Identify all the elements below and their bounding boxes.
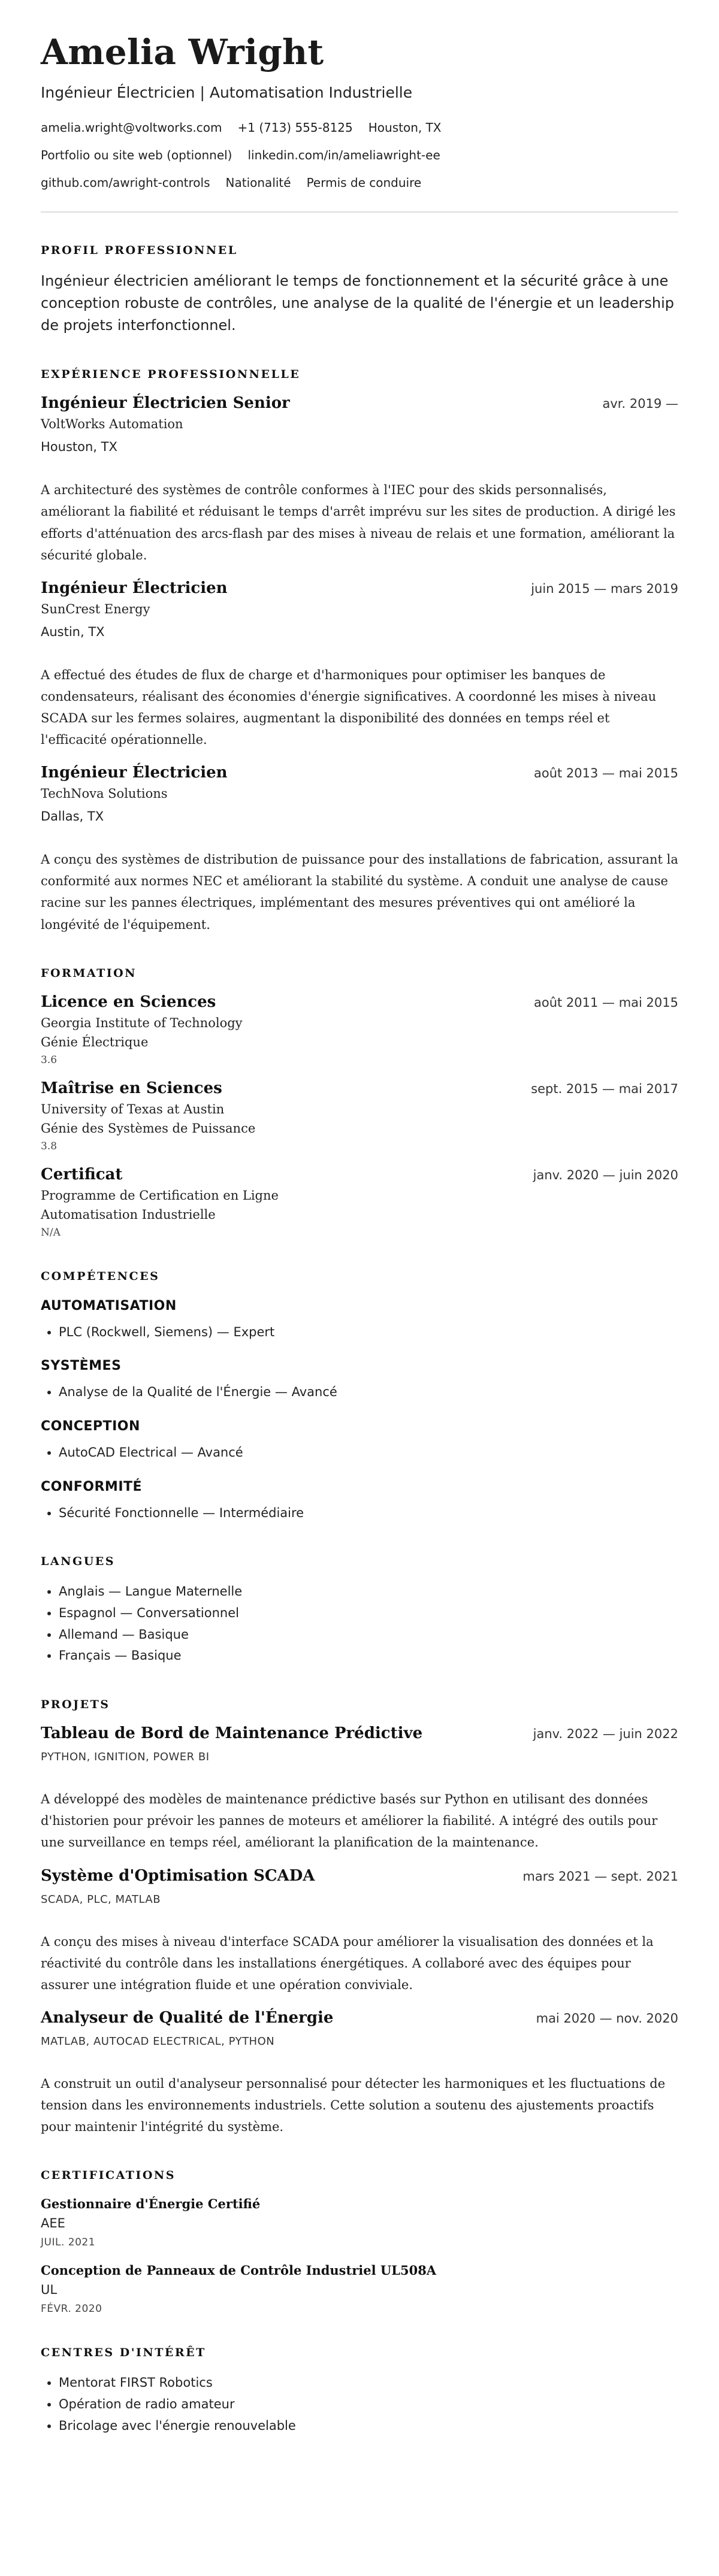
certification-date: JUIL. 2021 — [41, 2236, 96, 2249]
education-entry — [41, 1166, 678, 1239]
job-dates: août 2013 — mai 2015 — [533, 766, 678, 781]
candidate-headline: Ingénieur Électricien | Automatisation Industrielle — [41, 83, 413, 101]
experience-entry — [41, 394, 678, 565]
school-name: Georgia Institute of Technology — [41, 1015, 243, 1030]
contact-nationality: Nationalité — [225, 175, 291, 190]
job-dates: juin 2015 — mars 2019 — [531, 581, 678, 596]
degree-field: Génie Électrique — [41, 1034, 149, 1049]
project-description: A construit un outil d'analyseur personnalisé pour détecter les harmoniques et les fluctuations de tension dans les environnements industriels. Cette solution a soutenu des ajustements proactifs pour maintenir l'intégrité du système. — [41, 2076, 666, 2135]
certification-issuer: UL — [41, 2283, 58, 2297]
skill-list — [41, 1382, 678, 1403]
job-title: Ingénieur Électricien Senior — [41, 394, 290, 413]
certification-name: Gestionnaire d'Énergie Certifié — [41, 2196, 261, 2212]
education-entry — [41, 993, 678, 1066]
job-description: A architecturé des systèmes de contrôle conformes à l'IEC pour des skids personnalisés, améliorant la fiabilité et réduisant le temps d'arrêt imprévu sur les sites de production. A dirigé les efforts d'atténuation des arcs-flash par des mises à niveau de relais et une formation, améliorant la sécurité globale. — [41, 483, 676, 562]
degree-field: Automatisation Industrielle — [41, 1207, 216, 1222]
skill-list — [41, 1442, 678, 1464]
interest-list — [41, 2372, 678, 2436]
candidate-name: Amelia Wright — [41, 32, 324, 72]
project-description: A conçu des mises à niveau d'interface SCADA pour améliorer la visualisation des données et la réactivité du contrôle dans les installations énergétiques. A collaboré avec des équipes pour assurer une intégration fluide et une opération conviviale. — [41, 1934, 654, 1992]
degree-dates: sept. 2015 — mai 2017 — [531, 1081, 678, 1096]
skill-item: • Sécurité Fonctionnelle — Intermédiaire — [59, 1503, 678, 1524]
project-description: A développé des modèles de maintenance prédictive basés sur Python en utilisant des données d'historien pour prévoir les pannes de moteurs et améliorer la fiabilité. A intégré des outils pour une surveillance en temps réel, améliorant la planification de la maintenance. — [41, 1792, 658, 1850]
interest-item: • Mentorat FIRST Robotics — [59, 2372, 678, 2394]
summary-text: Ingénieur électricien améliorant le temps de fonctionnement et la sécurité grâce à une conception robuste de contrôles, une analyse de la qualité de l'énergie et un leadership de projets interfonctionnel. — [41, 272, 675, 334]
degree-title: Maîtrise en Sciences — [41, 1079, 222, 1097]
job-company: TechNova Solutions — [41, 786, 168, 801]
job-location: Houston, TX — [41, 440, 117, 455]
degree-dates: août 2011 — mai 2015 — [533, 995, 678, 1010]
interest-item: • Bricolage avec l'énergie renouvelable — [59, 2415, 678, 2437]
project-dates: mai 2020 — nov. 2020 — [536, 2011, 678, 2026]
job-title: Ingénieur Électricien — [41, 764, 228, 782]
contact-linkedin[interactable]: linkedin.com/in/ameliawright-ee — [247, 147, 440, 162]
job-company: VoltWorks Automation — [41, 417, 183, 432]
certification-entry — [41, 2196, 678, 2248]
school-name: University of Texas at Austin — [41, 1101, 225, 1116]
certification-date: FÉVR. 2020 — [41, 2303, 102, 2315]
degree-score: 3.8 — [41, 1140, 58, 1152]
job-title: Ingénieur Électricien — [41, 579, 228, 597]
contact-line-3 — [41, 175, 678, 190]
degree-dates: janv. 2020 — juin 2020 — [533, 1167, 678, 1182]
contact-portfolio[interactable]: Portfolio ou site web (optionnel) — [41, 147, 232, 162]
skill-item: • AutoCAD Electrical — Avancé — [59, 1442, 678, 1464]
section-title-projects: PROJETS — [41, 1698, 110, 1712]
job-description: A conçu des systèmes de distribution de puissance pour des installations de fabrication, assurant la conformité aux normes NEC et améliorant la stabilité du système. A conduit une analyse de cause racine sur les pannes électriques, implémentant des mesures préventives qui ont amélioré la longévité de l'équipement. — [41, 852, 678, 932]
section-title-education: FORMATION — [41, 966, 137, 980]
degree-title: Certificat — [41, 1165, 123, 1183]
certification-issuer: AEE — [41, 2216, 65, 2231]
project-tech: SCADA, PLC, MATLAB — [41, 1893, 161, 1906]
skill-category: SYSTÈMES — [41, 1358, 122, 1374]
degree-field: Génie des Systèmes de Puissance — [41, 1121, 256, 1136]
education-entry — [41, 1079, 678, 1152]
header-divider — [41, 211, 678, 213]
project-dates: janv. 2022 — juin 2022 — [533, 1727, 678, 1742]
section-title-languages: LANGUES — [41, 1555, 115, 1569]
section-title-certifications: CERTIFICATIONS — [41, 2169, 176, 2183]
degree-score: N/A — [41, 1226, 61, 1239]
skill-item: • PLC (Rockwell, Siemens) — Expert — [59, 1322, 678, 1343]
project-name: Tableau de Bord de Maintenance Prédictive — [41, 1724, 423, 1743]
language-item: • Allemand — Basique — [59, 1624, 678, 1646]
contact-line-1 — [41, 120, 678, 135]
contact-license: Permis de conduire — [306, 175, 422, 190]
language-item: • Anglais — Langue Maternelle — [59, 1581, 678, 1603]
project-tech: MATLAB, AUTOCAD ELECTRICAL, PYTHON — [41, 2035, 275, 2048]
project-name: Système d'Optimisation SCADA — [41, 1866, 315, 1885]
contact-phone[interactable]: +1 (713) 555-8125 — [237, 120, 353, 135]
job-location: Dallas, TX — [41, 809, 104, 824]
job-description: A effectué des études de flux de charge et d'harmoniques pour optimiser les banques de condensateurs, réalisant des économies d'énergie significatives. A coordonné les mises à niveau SCADA sur les fermes solaires, augmentant la disponibilité des données en temps réel et l'efficacité opérationnelle. — [41, 667, 657, 747]
project-name: Analyseur de Qualité de l'Énergie — [41, 2008, 334, 2027]
job-dates: avr. 2019 — — [602, 396, 678, 411]
certification-entry — [41, 2263, 678, 2315]
language-item: • Français — Basique — [59, 1645, 678, 1667]
skill-list — [41, 1503, 678, 1524]
degree-score: 3.6 — [41, 1054, 58, 1066]
language-item: • Espagnol — Conversationnel — [59, 1603, 678, 1624]
experience-entry — [41, 764, 678, 935]
section-title-experience: EXPÉRIENCE PROFESSIONNELLE — [41, 368, 301, 382]
section-title-summary: PROFIL PROFESSIONNEL — [41, 243, 238, 257]
contact-github[interactable]: github.com/awright-controls — [41, 175, 210, 190]
experience-entry — [41, 579, 678, 750]
interest-item: • Opération de radio amateur — [59, 2394, 678, 2415]
section-title-skills: COMPÉTENCES — [41, 1269, 160, 1283]
project-dates: mars 2021 — sept. 2021 — [522, 1869, 678, 1884]
skill-category: CONFORMITÉ — [41, 1479, 143, 1494]
project-entry — [41, 1867, 678, 1996]
project-tech: PYTHON, IGNITION, POWER BI — [41, 1751, 210, 1764]
skill-item: • Analyse de la Qualité de l'Énergie — Avancé — [59, 1382, 678, 1403]
contact-line-2 — [41, 148, 678, 162]
section-title-interests: CENTRES D'INTÉRÊT — [41, 2346, 206, 2360]
skill-category: AUTOMATISATION — [41, 1298, 177, 1313]
degree-title: Licence en Sciences — [41, 992, 216, 1011]
job-location: Austin, TX — [41, 624, 105, 639]
contact-email[interactable]: amelia.wright@voltworks.com — [41, 120, 222, 135]
project-entry — [41, 2009, 678, 2138]
job-company: SunCrest Energy — [41, 601, 150, 616]
skill-list — [41, 1322, 678, 1343]
language-list — [41, 1581, 678, 1667]
school-name: Programme de Certification en Ligne — [41, 1188, 279, 1203]
contact-location: Houston, TX — [368, 120, 442, 135]
skill-category: CONCEPTION — [41, 1419, 140, 1434]
certification-name: Conception de Panneaux de Contrôle Industriel UL508A — [41, 2263, 437, 2278]
project-entry — [41, 1724, 678, 1853]
